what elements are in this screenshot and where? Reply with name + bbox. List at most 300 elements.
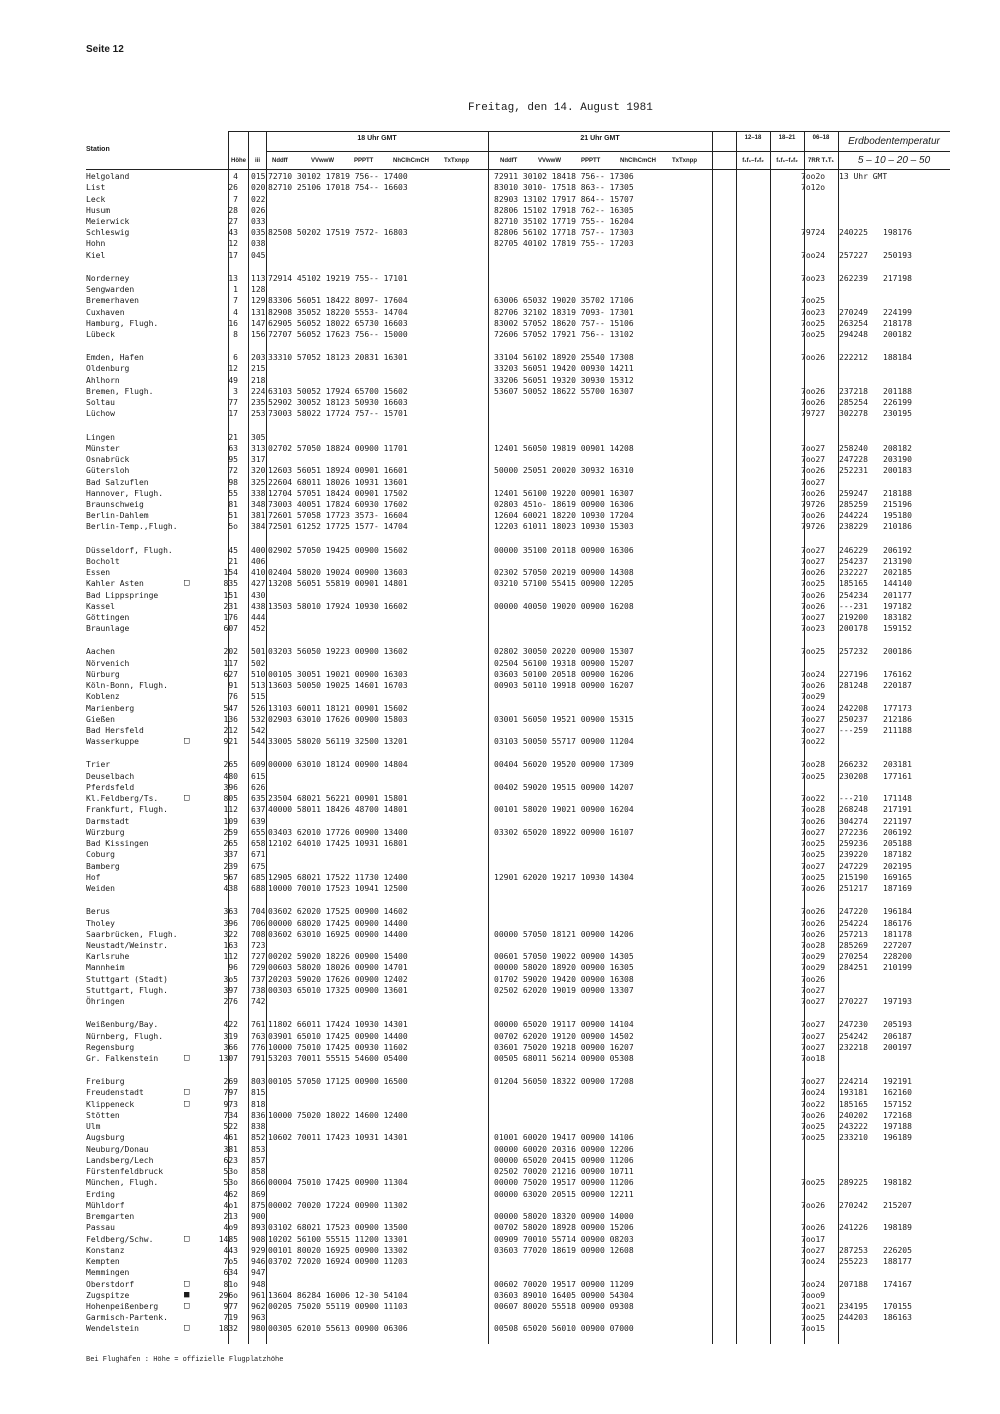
- header-18-col2: VVwwW: [311, 158, 335, 164]
- station-height: 63: [228, 443, 238, 453]
- temp-group: 7oo25: [801, 771, 826, 781]
- station-name: Stuttgart (Stadt): [86, 974, 168, 984]
- table-row: [0, 918, 1000, 930]
- earth-temp-a: 234195: [839, 1301, 868, 1311]
- earth-temp-a: 302278: [839, 409, 868, 419]
- station-height: 921: [223, 737, 238, 747]
- obs-21-utc: 00702 58020 18928 00900 15206: [494, 1223, 634, 1233]
- table-row: [0, 929, 1000, 941]
- obs-21-utc: 00602 70020 19517 00900 11209: [494, 1279, 634, 1289]
- station-height: 1832: [218, 1324, 238, 1334]
- temp-group: 7oo27: [801, 545, 826, 555]
- station-index: 946: [251, 1257, 266, 1266]
- station-height: 8: [233, 330, 238, 339]
- obs-18-utc: 12603 56051 18924 00901 16601: [268, 466, 408, 476]
- station-index: 513: [251, 681, 266, 691]
- station-marker: □: [184, 578, 190, 589]
- station-height: 4o1: [223, 1200, 238, 1210]
- obs-21-utc: 12401 56100 19220 00901 16307: [494, 488, 634, 498]
- station-index: 035: [251, 228, 266, 238]
- table-row: [0, 872, 1000, 884]
- station-name: Düsseldorf, Flugh.: [86, 545, 173, 555]
- obs-21-utc: 82903 13102 17917 864-- 15707: [494, 194, 634, 204]
- station-index: 253: [251, 409, 266, 419]
- temp-group: 7oo24: [801, 250, 826, 260]
- earth-temp-b: 174167: [883, 1279, 912, 1289]
- station-index: 406: [251, 556, 266, 566]
- station-height: 381: [223, 1144, 238, 1154]
- table-row: [0, 329, 1000, 341]
- table-row: [0, 510, 1000, 522]
- footnote: Bei Flughäfen : Höhe = offizielle Flugplatzhöhe: [86, 1356, 284, 1364]
- table-row: [0, 1177, 1000, 1189]
- table-row: [0, 1211, 1000, 1223]
- table-row: [0, 974, 1000, 986]
- station-height: 21: [228, 432, 238, 442]
- temp-group: 7oo28: [801, 760, 826, 770]
- temp-group: 7oo28: [801, 940, 826, 950]
- station-height: 480: [223, 771, 238, 781]
- station-height: 977: [223, 1301, 238, 1311]
- table-row: [0, 996, 1000, 1008]
- earth-temp-b: 221197: [883, 816, 912, 826]
- obs-21-utc: 00505 68011 56214 00900 05308: [494, 1054, 634, 1063]
- station-height: 322: [223, 929, 238, 939]
- station-height: 276: [223, 997, 238, 1007]
- earth-temp-a: 219200: [839, 613, 868, 622]
- station-name: Nürburg: [86, 669, 120, 679]
- header-18-21-sub: f₁f₁–f₂f₂: [776, 158, 798, 164]
- header-21-uhr: 21 Uhr GMT: [580, 135, 620, 142]
- temp-group: 7oo24: [801, 1088, 826, 1098]
- obs-18-utc: 82908 35052 18220 5553- 14704: [268, 307, 408, 317]
- temp-group: 7oo26: [801, 918, 826, 928]
- temp-group: 7oo24: [801, 1279, 826, 1289]
- station-index: 400: [251, 545, 266, 555]
- station-height: 27: [228, 217, 238, 226]
- earth-temp-a: 257232: [839, 647, 868, 657]
- earth-temp-b: 177161: [883, 771, 912, 781]
- table-row: [0, 1256, 1000, 1268]
- temp-group: 7oo26: [801, 884, 826, 894]
- temp-group: 7oo24: [801, 669, 826, 679]
- header-06-18-sub: 7RR T₁T₁: [808, 158, 834, 164]
- station-index: 900: [251, 1212, 266, 1221]
- station-index: 609: [251, 760, 266, 770]
- station-marker: □: [184, 1087, 190, 1098]
- station-index: 452: [251, 624, 266, 634]
- station-index: 410: [251, 568, 266, 577]
- earth-temp-b: 205193: [883, 1020, 912, 1030]
- obs-18-utc: 83306 56051 18422 8097- 17604: [268, 296, 408, 306]
- station-index: 761: [251, 1020, 266, 1030]
- station-name: Bremgarten: [86, 1212, 135, 1221]
- temp-group: 7oo26: [801, 929, 826, 939]
- obs-21-utc: 00404 56020 19520 00900 17309: [494, 760, 634, 770]
- station-height: 151: [223, 590, 238, 600]
- header-earth-temperature: Erdbodentemperatur: [848, 136, 940, 147]
- station-height: 547: [223, 703, 238, 713]
- table-row: [0, 375, 1000, 387]
- obs-21-utc: 02302 57050 20219 00900 14308: [494, 568, 634, 577]
- station-height: 77: [228, 398, 238, 408]
- header-earth-depths: 5 – 10 – 20 – 50: [857, 155, 931, 166]
- station-name: Freiburg: [86, 1077, 125, 1087]
- temp-group: 7oo23: [801, 307, 826, 317]
- temp-group: 7oo26: [801, 1200, 826, 1210]
- obs-21-utc: 33104 56102 18920 25540 17308: [494, 353, 634, 363]
- obs-18-utc: 22604 68011 18026 10931 13601: [268, 477, 408, 487]
- station-height: 805: [223, 794, 238, 804]
- station-marker: □: [184, 1278, 190, 1289]
- earth-temp-a: 246229: [839, 545, 868, 555]
- obs-18-utc: 00000 68020 17425 00900 14400: [268, 918, 408, 928]
- obs-18-utc: 10202 56100 55515 11200 13301: [268, 1234, 408, 1244]
- station-index: 444: [251, 613, 266, 622]
- header-18-col1: Nddff: [272, 158, 288, 164]
- header-06-18: 06–18: [812, 135, 830, 141]
- obs-18-utc: 10000 75020 18022 14600 12400: [268, 1110, 408, 1120]
- earth-temp-b: 220187: [883, 681, 912, 691]
- station-height: 4: [233, 307, 238, 317]
- obs-21-utc: 63006 65032 19020 35702 17106: [494, 296, 634, 306]
- station-name: Hannover, Flugh.: [86, 488, 164, 498]
- earth-temp-a: 238229: [839, 522, 868, 532]
- obs-21-utc: 12203 61011 18023 10930 15303: [494, 522, 634, 532]
- obs-18-utc: 72601 57058 17723 3573- 16604: [268, 511, 408, 521]
- station-index: 948: [251, 1279, 266, 1289]
- earth-temp-b: 144140: [883, 579, 912, 589]
- station-height: 7: [233, 296, 238, 306]
- earth-temp-b: 206192: [883, 545, 912, 555]
- station-name: Neustadt/Weinstr.: [86, 940, 168, 950]
- temp-group: 7oo17: [801, 1234, 826, 1244]
- table-row: [0, 816, 1000, 828]
- temp-group: 7oo27: [801, 985, 826, 995]
- obs-21-utc: 72606 57052 17921 756-- 13102: [494, 330, 634, 339]
- obs-18-utc: 00105 57050 17125 00900 16500: [268, 1077, 408, 1087]
- earth-temp-a: 185165: [839, 579, 868, 589]
- station-index: 791: [251, 1054, 266, 1063]
- obs-21-utc: 01702 59020 19420 00900 16308: [494, 974, 634, 984]
- earth-temp-b: 159152: [883, 624, 912, 634]
- station-index: 128: [251, 285, 266, 295]
- obs-18-utc: 72914 45102 19219 755-- 17101: [268, 273, 408, 283]
- earth-temp-b: 218178: [883, 318, 912, 328]
- station-height: 5o: [228, 522, 238, 532]
- temp-group: 7oo26: [801, 386, 826, 396]
- station-index: 742: [251, 997, 266, 1007]
- station-name: Emden, Hafen: [86, 353, 144, 363]
- station-height: 422: [223, 1020, 238, 1030]
- obs-21-utc: 00000 60020 20316 00900 12206: [494, 1144, 634, 1154]
- temp-group: 7oo29: [801, 952, 826, 962]
- earth-temp-b: 224199: [883, 307, 912, 317]
- station-height: 26: [228, 183, 238, 193]
- temp-group: 7oo27: [801, 1031, 826, 1041]
- station-index: 776: [251, 1042, 266, 1052]
- station-height: 98: [228, 477, 238, 487]
- station-height: 269: [223, 1077, 238, 1087]
- station-name: Mannheim: [86, 963, 125, 973]
- temp-group: 7oo26: [801, 974, 826, 984]
- table-row: [0, 883, 1000, 895]
- earth-temp-a: 240225: [839, 228, 868, 238]
- station-name: Meierwick: [86, 217, 130, 226]
- earth-temp-b: 201177: [883, 590, 912, 600]
- station-index: 501: [251, 647, 266, 657]
- temp-group: 7oo27: [801, 861, 826, 871]
- earth-temp-b: 200182: [883, 330, 912, 339]
- temp-group: 7oo26: [801, 590, 826, 600]
- earth-temp-a: ---231: [839, 601, 868, 611]
- table-row: [0, 804, 1000, 816]
- station-height: 45: [228, 545, 238, 555]
- station-height: 7o5: [223, 1257, 238, 1266]
- station-height: 117: [223, 658, 238, 668]
- table-row: [0, 477, 1000, 489]
- earth-temp-b: 201188: [883, 386, 912, 396]
- obs-18-utc: 62905 56052 18022 65730 16603: [268, 318, 408, 328]
- earth-temp-a: 262239: [839, 273, 868, 283]
- earth-temp-a: ---210: [839, 794, 868, 804]
- table-row: [0, 669, 1000, 681]
- station-name: Hohn: [86, 239, 106, 249]
- station-height: 136: [223, 714, 238, 724]
- station-index: 532: [251, 714, 266, 724]
- earth-temp-a: 284251: [839, 963, 868, 973]
- station-index: 706: [251, 918, 266, 928]
- station-marker: □: [184, 1233, 190, 1244]
- obs-21-utc: 02502 70020 21216 00900 10711: [494, 1167, 634, 1177]
- temp-group: 7oo25: [801, 1313, 826, 1323]
- earth-temp-b: 211188: [883, 726, 912, 736]
- obs-21-utc: 00909 70010 55714 00900 08203: [494, 1234, 634, 1244]
- station-index: 962: [251, 1301, 266, 1311]
- station-height: 7: [233, 194, 238, 204]
- earth-temp-b: 186163: [883, 1313, 912, 1323]
- table-row: [0, 352, 1000, 364]
- table-row: [0, 545, 1000, 557]
- obs-18-utc: 03102 68021 17523 00900 13500: [268, 1223, 408, 1233]
- station-height: 797: [223, 1088, 238, 1098]
- temp-group: 7oo25: [801, 1133, 826, 1143]
- station-name: Erding: [86, 1189, 115, 1199]
- obs-21-utc: 03603 50100 20518 00900 16206: [494, 669, 634, 679]
- obs-18-utc: 13603 50050 19025 14601 16703: [268, 681, 408, 691]
- station-height: 634: [223, 1268, 238, 1278]
- obs-21-utc: 03210 57100 55415 00900 12205: [494, 579, 634, 589]
- station-index: 908: [251, 1234, 266, 1244]
- station-height: 239: [223, 861, 238, 871]
- earth-temp-a: 254242: [839, 1031, 868, 1041]
- earth-temp-b: 200186: [883, 647, 912, 657]
- station-index: 727: [251, 952, 266, 962]
- station-index: 963: [251, 1313, 266, 1323]
- table-row: [0, 465, 1000, 477]
- earth-temp-a: 239220: [839, 850, 868, 860]
- station-height: 91: [228, 681, 238, 691]
- table-row: [0, 691, 1000, 703]
- earth-temp-b: 198182: [883, 1178, 912, 1188]
- station-height: 72: [228, 466, 238, 476]
- obs-18-utc: 72501 61252 17725 1577- 14704: [268, 522, 408, 532]
- station-index: 671: [251, 850, 266, 860]
- table-row: [0, 985, 1000, 997]
- table-row: [0, 397, 1000, 409]
- temp-group: 7oo26: [801, 353, 826, 363]
- earth-temp-a: 270227: [839, 997, 868, 1007]
- table-row: [0, 771, 1000, 783]
- station-height: 28: [228, 205, 238, 215]
- earth-temp-b: 170155: [883, 1301, 912, 1311]
- temp-group: 7oo27: [801, 556, 826, 566]
- obs-18-utc: 03602 63010 16925 00900 14400: [268, 929, 408, 939]
- obs-21-utc: 02803 451o- 18619 00900 16306: [494, 499, 634, 509]
- station-height: 109: [223, 816, 238, 826]
- table-row: [0, 1076, 1000, 1088]
- earth-temp-a: 254234: [839, 590, 868, 600]
- table-row: [0, 793, 1000, 805]
- table-row: [0, 295, 1000, 307]
- station-height: 202: [223, 647, 238, 657]
- obs-18-utc: 13604 86284 16006 12-30 54104: [268, 1290, 408, 1300]
- obs-21-utc: 33206 56051 19320 30930 15312: [494, 375, 634, 385]
- obs-18-utc: 00205 75020 55119 00900 11103: [268, 1301, 408, 1311]
- obs-18-utc: 10602 70011 17423 10931 14301: [268, 1133, 408, 1143]
- obs-18-utc: 82508 50202 17519 7572- 16803: [268, 228, 408, 238]
- obs-21-utc: 02502 62020 19019 00900 13307: [494, 985, 634, 995]
- station-height: 734: [223, 1110, 238, 1120]
- earth-temp-a: 304274: [839, 816, 868, 826]
- obs-21-utc: 82806 56102 17718 757-- 17303: [494, 228, 634, 238]
- station-index: 658: [251, 839, 266, 849]
- station-name: Kahler Asten: [86, 579, 144, 589]
- header-21-col4: NhClhCmCH: [620, 158, 656, 164]
- station-height: 438: [223, 884, 238, 894]
- temp-group: 7oo26: [801, 488, 826, 498]
- temp-group: 7oo27: [801, 1020, 826, 1030]
- obs-18-utc: 02903 63010 17626 00900 15803: [268, 714, 408, 724]
- station-index: 836: [251, 1110, 266, 1120]
- table-row: [0, 307, 1000, 319]
- table-row: [0, 940, 1000, 952]
- station-index: 866: [251, 1178, 266, 1188]
- station-name: Zugspitze: [86, 1290, 130, 1300]
- table-row: [0, 1031, 1000, 1043]
- station-index: 215: [251, 364, 266, 374]
- table-row: [0, 171, 1000, 183]
- station-index: 113: [251, 273, 266, 283]
- temp-group: 7oo23: [801, 273, 826, 283]
- table-row: [0, 906, 1000, 918]
- station-height: 112: [223, 805, 238, 815]
- station-height: 16: [228, 318, 238, 328]
- table-row: [0, 182, 1000, 194]
- obs-21-utc: 00000 40050 19020 00900 16208: [494, 601, 634, 611]
- obs-18-utc: 52902 30052 18123 50930 16603: [268, 398, 408, 408]
- station-name: Wendelstein: [86, 1324, 139, 1334]
- station-name: Braunschweig: [86, 499, 144, 509]
- station-index: 427: [251, 579, 266, 589]
- earth-temp-b: 203181: [883, 760, 912, 770]
- obs-18-utc: 73003 40051 17824 60930 17602: [268, 499, 408, 509]
- station-index: 723: [251, 940, 266, 950]
- station-index: 637: [251, 805, 266, 815]
- station-name: Nörvenich: [86, 658, 130, 668]
- station-name: Leck: [86, 194, 106, 204]
- earth-temp-b: 228200: [883, 952, 912, 962]
- temp-group: 7oo2o: [801, 172, 826, 181]
- obs-18-utc: 63103 50052 17924 65700 15602: [268, 386, 408, 396]
- station-height: 96: [228, 963, 238, 973]
- temp-group: 79724: [801, 228, 826, 238]
- obs-18-utc: 00002 70020 17224 00900 11302: [268, 1200, 408, 1210]
- earth-temp-a: 294248: [839, 330, 868, 339]
- earth-temp-b: 177173: [883, 703, 912, 713]
- temp-group: 7oo26: [801, 816, 826, 826]
- station-name: Konstanz: [86, 1245, 125, 1255]
- obs-21-utc: 12401 56050 19819 00901 14208: [494, 443, 634, 453]
- station-height: 319: [223, 1031, 238, 1041]
- station-height: 719: [223, 1313, 238, 1323]
- temp-group: 7oo25: [801, 850, 826, 860]
- station-height: 1307: [218, 1054, 238, 1063]
- earth-temp-a: 266232: [839, 760, 868, 770]
- station-name: Bad Kissingen: [86, 839, 149, 849]
- station-height: 4o9: [223, 1223, 238, 1233]
- earth-temp-b: 196189: [883, 1133, 912, 1143]
- station-index: 803: [251, 1077, 266, 1087]
- station-name: Göttingen: [86, 613, 130, 622]
- table-row: [0, 363, 1000, 375]
- table-row: [0, 284, 1000, 296]
- station-name: Oberstdorf: [86, 1279, 135, 1289]
- station-height: 396: [223, 782, 238, 792]
- station-name: Kl.Feldberg/Ts.: [86, 794, 159, 804]
- earth-temp-b: 198189: [883, 1223, 912, 1233]
- station-height: 623: [223, 1155, 238, 1165]
- earth-temp-a: 13 Uhr GMT: [839, 172, 888, 181]
- station-index: 129: [251, 296, 266, 306]
- table-row: [0, 861, 1000, 873]
- temp-group: 7oo27: [801, 613, 826, 622]
- table-row: [0, 1132, 1000, 1144]
- earth-temp-a: 281248: [839, 681, 868, 691]
- obs-21-utc: 00903 50110 19918 00900 16207: [494, 681, 634, 691]
- temp-group: 7oo29: [801, 963, 826, 973]
- temp-group: 7oo25: [801, 318, 826, 328]
- station-name: Deuselbach: [86, 771, 135, 781]
- earth-temp-a: 243222: [839, 1122, 868, 1132]
- temp-group: 79727: [801, 409, 826, 419]
- station-marker: □: [184, 1323, 190, 1334]
- station-name: Osnabrück: [86, 455, 130, 464]
- obs-21-utc: 12604 60021 18220 10930 17204: [494, 511, 634, 521]
- station-height: 213: [223, 1212, 238, 1221]
- header-18-col3: PPPTT: [354, 158, 374, 164]
- table-row: [0, 273, 1000, 285]
- station-index: 635: [251, 794, 266, 804]
- station-index: 763: [251, 1031, 266, 1041]
- station-height: 81o: [223, 1279, 238, 1289]
- earth-temp-a: 270242: [839, 1200, 868, 1210]
- station-index: 510: [251, 669, 266, 679]
- table-row: [0, 454, 1000, 466]
- table-row: [0, 703, 1000, 715]
- obs-21-utc: 82706 32102 18319 7093- 17301: [494, 307, 634, 317]
- obs-21-utc: 00607 80020 55518 00900 09308: [494, 1301, 634, 1311]
